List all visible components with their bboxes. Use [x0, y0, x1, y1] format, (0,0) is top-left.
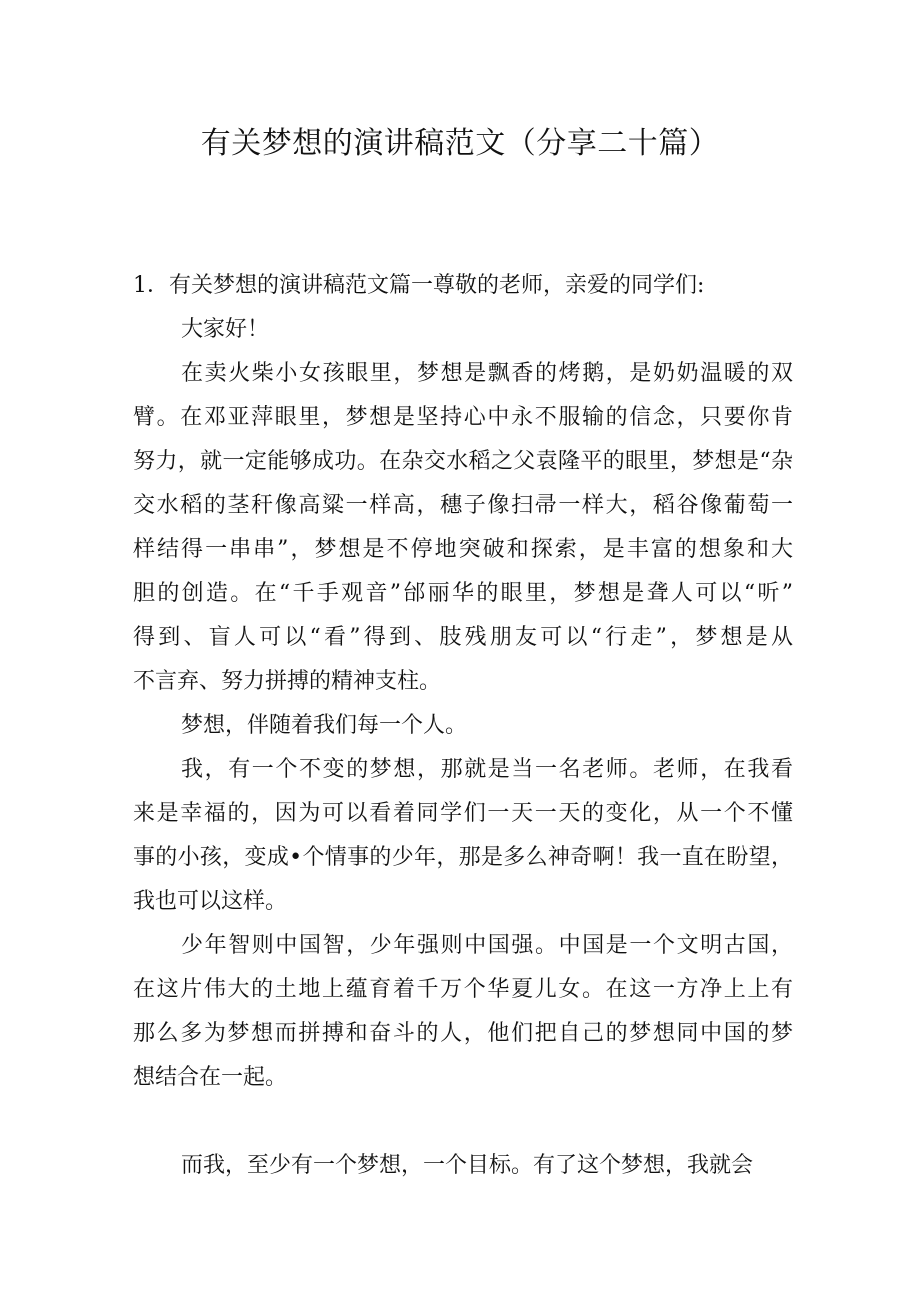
paragraph-line: 事的小孩，变成•个情事的少年，那是多么神奇啊！我一直在盼望， [133, 845, 793, 870]
paragraph-line: 少年智则中国智，少年强则中国强。中国是一个文明古国， [181, 933, 793, 958]
paragraph-3 [133, 748, 793, 924]
paragraph-line: 想结合在一起。 [133, 1065, 288, 1090]
paragraph-line: 臂。在邓亚萍眼里，梦想是坚持心中永不服输的信念，只要你肯 [133, 405, 793, 430]
paragraph-2 [133, 704, 793, 748]
paragraph-line: 那么多为梦想而拼搏和奋斗的人，他们把自己的梦想同中国的梦 [133, 1021, 793, 1046]
paragraph-line: 胆的创造。在“千手观音”邰丽华的眼里，梦想是聋人可以“听” [133, 581, 793, 606]
section-heading [133, 264, 793, 308]
paragraph-line: 得到、盲人可以“看”得到、肢残朋友可以“行走”，梦想是从 [133, 625, 793, 650]
document-title: 有关梦想的演讲稿范文（分享二十篇） [200, 126, 720, 161]
paragraph-spacer [133, 1100, 793, 1144]
paragraph-line: 我也可以这样。 [133, 889, 288, 914]
paragraph-line: 不言弃、努力拼搏的精神支柱。 [133, 669, 442, 694]
greeting-paragraph [133, 308, 793, 352]
paragraph-line: 而我，至少有一个梦想，一个目标。有了这个梦想，我就会 [181, 1153, 754, 1178]
paragraph-5 [133, 1144, 793, 1188]
paragraph-line: 交水稻的茎秆像高粱一样高，穗子像扫帚一样大，稻谷像葡萄一 [133, 493, 793, 518]
paragraph-line: 努力，就一定能够成功。在杂交水稻之父袁隆平的眼里，梦想是“杂 [133, 449, 793, 474]
greeting-text: 大家好！ [181, 317, 270, 342]
paragraph-line: 在卖火柴小女孩眼里，梦想是飘香的烤鹅，是奶奶温暖的双 [181, 361, 793, 386]
section-heading-text: 1．有关梦想的演讲稿范文篇一尊敬的老师，亲爱的同学们: [133, 273, 705, 298]
paragraph-line: 在这片伟大的土地上蕴育着千万个华夏儿女。在这一方净上上有 [133, 977, 793, 1002]
paragraph-1 [133, 352, 793, 704]
document-body [133, 264, 793, 1188]
paragraph-line: 梦想，伴随着我们每一个人。 [181, 713, 468, 738]
paragraph-line: 样结得一串串”，梦想是不停地突破和探索，是丰富的想象和大 [133, 537, 793, 562]
paragraph-4 [133, 924, 793, 1100]
paragraph-line: 来是幸福的，因为可以看着同学们一天一天的变化，从一个不懂 [133, 801, 793, 826]
paragraph-line: 我，有一个不变的梦想，那就是当一名老师。老师，在我看 [181, 757, 793, 782]
